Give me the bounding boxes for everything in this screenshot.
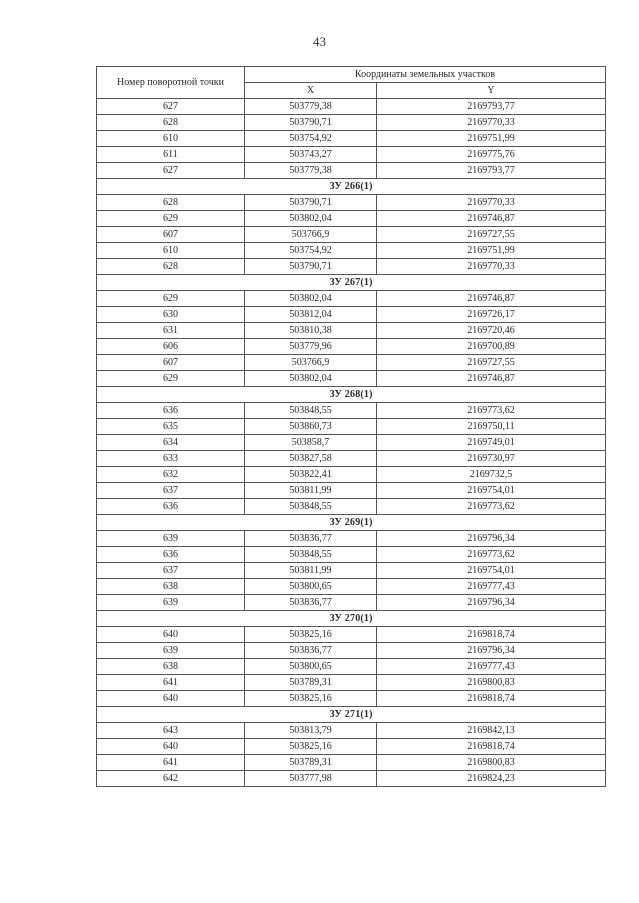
section-title: ЗУ 269(1) xyxy=(97,515,606,531)
table-row xyxy=(97,259,606,275)
point-number-cell: 641 xyxy=(97,755,245,771)
table-row xyxy=(97,563,606,579)
x-cell: 503802,04 xyxy=(245,371,377,387)
y-cell: 2169818,74 xyxy=(377,627,606,643)
x-cell: 503848,55 xyxy=(245,499,377,515)
point-number-cell: 635 xyxy=(97,419,245,435)
table-row xyxy=(97,131,606,147)
x-cell: 503790,71 xyxy=(245,195,377,211)
table-row xyxy=(97,371,606,387)
section-row xyxy=(97,707,606,723)
table-row xyxy=(97,307,606,323)
x-cell: 503836,77 xyxy=(245,643,377,659)
x-cell: 503790,71 xyxy=(245,259,377,275)
table-row xyxy=(97,691,606,707)
x-cell: 503848,55 xyxy=(245,403,377,419)
table-row xyxy=(97,115,606,131)
y-cell: 2169751,99 xyxy=(377,131,606,147)
table-row xyxy=(97,419,606,435)
x-cell: 503802,04 xyxy=(245,211,377,227)
point-number-cell: 637 xyxy=(97,483,245,499)
point-number-cell: 632 xyxy=(97,467,245,483)
point-number-cell: 643 xyxy=(97,723,245,739)
point-number-cell: 641 xyxy=(97,675,245,691)
point-number-cell: 637 xyxy=(97,563,245,579)
y-cell: 2169777,43 xyxy=(377,659,606,675)
point-number-cell: 633 xyxy=(97,451,245,467)
table-row xyxy=(97,739,606,755)
table-row xyxy=(97,579,606,595)
x-cell: 503779,96 xyxy=(245,339,377,355)
point-number-cell: 629 xyxy=(97,291,245,307)
point-number-cell: 640 xyxy=(97,739,245,755)
section-row xyxy=(97,387,606,403)
x-cell: 503743,27 xyxy=(245,147,377,163)
table-row xyxy=(97,627,606,643)
x-cell: 503779,38 xyxy=(245,163,377,179)
table-row xyxy=(97,531,606,547)
point-number-cell: 634 xyxy=(97,435,245,451)
table-row xyxy=(97,483,606,499)
x-cell: 503836,77 xyxy=(245,531,377,547)
y-cell: 2169796,34 xyxy=(377,643,606,659)
section-title: ЗУ 270(1) xyxy=(97,611,606,627)
y-cell: 2169732,5 xyxy=(377,467,606,483)
y-cell: 2169770,33 xyxy=(377,195,606,211)
page-number: 43 xyxy=(313,34,326,49)
y-cell: 2169727,55 xyxy=(377,227,606,243)
y-cell: 2169746,87 xyxy=(377,371,606,387)
y-cell: 2169793,77 xyxy=(377,163,606,179)
y-cell: 2169746,87 xyxy=(377,291,606,307)
table-row xyxy=(97,451,606,467)
point-number-cell: 636 xyxy=(97,499,245,515)
y-cell: 2169842,13 xyxy=(377,723,606,739)
section-title: ЗУ 271(1) xyxy=(97,707,606,723)
table-row xyxy=(97,675,606,691)
y-cell: 2169793,77 xyxy=(377,99,606,115)
x-cell: 503777,98 xyxy=(245,771,377,787)
x-header: X xyxy=(245,83,377,99)
table-row xyxy=(97,323,606,339)
y-cell: 2169800,83 xyxy=(377,675,606,691)
point-number-cell: 607 xyxy=(97,227,245,243)
y-cell: 2169773,62 xyxy=(377,403,606,419)
section-row xyxy=(97,275,606,291)
coordinates-table xyxy=(96,66,606,787)
x-cell: 503811,99 xyxy=(245,483,377,499)
table-row xyxy=(97,723,606,739)
y-cell: 2169730,97 xyxy=(377,451,606,467)
x-cell: 503754,92 xyxy=(245,131,377,147)
x-cell: 503754,92 xyxy=(245,243,377,259)
table-body xyxy=(97,99,606,787)
point-number-cell: 627 xyxy=(97,99,245,115)
point-number-cell: 610 xyxy=(97,131,245,147)
table-row xyxy=(97,211,606,227)
x-cell: 503766,9 xyxy=(245,355,377,371)
x-cell: 503836,77 xyxy=(245,595,377,611)
y-cell: 2169727,55 xyxy=(377,355,606,371)
y-cell: 2169818,74 xyxy=(377,739,606,755)
point-number-cell: 628 xyxy=(97,115,245,131)
point-number-cell: 638 xyxy=(97,579,245,595)
x-cell: 503825,16 xyxy=(245,691,377,707)
section-row xyxy=(97,515,606,531)
x-cell: 503790,71 xyxy=(245,115,377,131)
table-row xyxy=(97,147,606,163)
point-number-cell: 628 xyxy=(97,259,245,275)
y-cell: 2169796,34 xyxy=(377,595,606,611)
point-number-cell: 607 xyxy=(97,355,245,371)
y-header: Y xyxy=(377,83,606,99)
point-number-cell: 636 xyxy=(97,403,245,419)
y-cell: 2169746,87 xyxy=(377,211,606,227)
x-cell: 503827,58 xyxy=(245,451,377,467)
y-cell: 2169773,62 xyxy=(377,499,606,515)
x-cell: 503860,73 xyxy=(245,419,377,435)
table-row xyxy=(97,547,606,563)
point-number-cell: 628 xyxy=(97,195,245,211)
x-cell: 503800,65 xyxy=(245,659,377,675)
x-cell: 503858,7 xyxy=(245,435,377,451)
section-title: ЗУ 267(1) xyxy=(97,275,606,291)
table-row xyxy=(97,227,606,243)
y-cell: 2169824,23 xyxy=(377,771,606,787)
table-row xyxy=(97,99,606,115)
point-number-cell: 610 xyxy=(97,243,245,259)
y-cell: 2169754,01 xyxy=(377,483,606,499)
x-cell: 503766,9 xyxy=(245,227,377,243)
y-cell: 2169749,01 xyxy=(377,435,606,451)
table-row xyxy=(97,355,606,371)
y-cell: 2169796,34 xyxy=(377,531,606,547)
x-cell: 503811,99 xyxy=(245,563,377,579)
point-number-cell: 629 xyxy=(97,371,245,387)
point-number-cell: 606 xyxy=(97,339,245,355)
table-row xyxy=(97,339,606,355)
point-number-header: Номер поворотной точки xyxy=(97,67,245,99)
y-cell: 2169726,17 xyxy=(377,307,606,323)
y-cell: 2169754,01 xyxy=(377,563,606,579)
x-cell: 503813,79 xyxy=(245,723,377,739)
section-title: ЗУ 268(1) xyxy=(97,387,606,403)
y-cell: 2169700,89 xyxy=(377,339,606,355)
x-cell: 503779,38 xyxy=(245,99,377,115)
section-row xyxy=(97,611,606,627)
table-row xyxy=(97,659,606,675)
x-cell: 503810,38 xyxy=(245,323,377,339)
table-row xyxy=(97,643,606,659)
point-number-cell: 640 xyxy=(97,627,245,643)
y-cell: 2169775,76 xyxy=(377,147,606,163)
x-cell: 503848,55 xyxy=(245,547,377,563)
point-number-cell: 627 xyxy=(97,163,245,179)
table-row xyxy=(97,771,606,787)
table-row xyxy=(97,403,606,419)
coordinates-header: Координаты земельных участков xyxy=(245,67,606,83)
section-row xyxy=(97,179,606,195)
x-cell: 503800,65 xyxy=(245,579,377,595)
point-number-cell: 639 xyxy=(97,643,245,659)
y-cell: 2169770,33 xyxy=(377,115,606,131)
table-row xyxy=(97,291,606,307)
table-row xyxy=(97,163,606,179)
y-cell: 2169751,99 xyxy=(377,243,606,259)
point-number-cell: 611 xyxy=(97,147,245,163)
x-cell: 503802,04 xyxy=(245,291,377,307)
point-number-cell: 639 xyxy=(97,595,245,611)
x-cell: 503812,04 xyxy=(245,307,377,323)
section-title: ЗУ 266(1) xyxy=(97,179,606,195)
y-cell: 2169770,33 xyxy=(377,259,606,275)
y-cell: 2169720,46 xyxy=(377,323,606,339)
y-cell: 2169800,83 xyxy=(377,755,606,771)
point-number-cell: 642 xyxy=(97,771,245,787)
table-row xyxy=(97,467,606,483)
point-number-cell: 630 xyxy=(97,307,245,323)
x-cell: 503789,31 xyxy=(245,675,377,691)
x-cell: 503825,16 xyxy=(245,739,377,755)
table-header xyxy=(97,67,606,99)
x-cell: 503822,41 xyxy=(245,467,377,483)
table-row xyxy=(97,499,606,515)
y-cell: 2169818,74 xyxy=(377,691,606,707)
point-number-cell: 636 xyxy=(97,547,245,563)
point-number-cell: 629 xyxy=(97,211,245,227)
point-number-cell: 639 xyxy=(97,531,245,547)
point-number-cell: 631 xyxy=(97,323,245,339)
y-cell: 2169777,43 xyxy=(377,579,606,595)
table-row xyxy=(97,195,606,211)
point-number-cell: 640 xyxy=(97,691,245,707)
x-cell: 503825,16 xyxy=(245,627,377,643)
y-cell: 2169773,62 xyxy=(377,547,606,563)
table-row xyxy=(97,243,606,259)
table-row xyxy=(97,595,606,611)
x-cell: 503789,31 xyxy=(245,755,377,771)
table-row xyxy=(97,755,606,771)
table-row xyxy=(97,435,606,451)
y-cell: 2169750,11 xyxy=(377,419,606,435)
point-number-cell: 638 xyxy=(97,659,245,675)
